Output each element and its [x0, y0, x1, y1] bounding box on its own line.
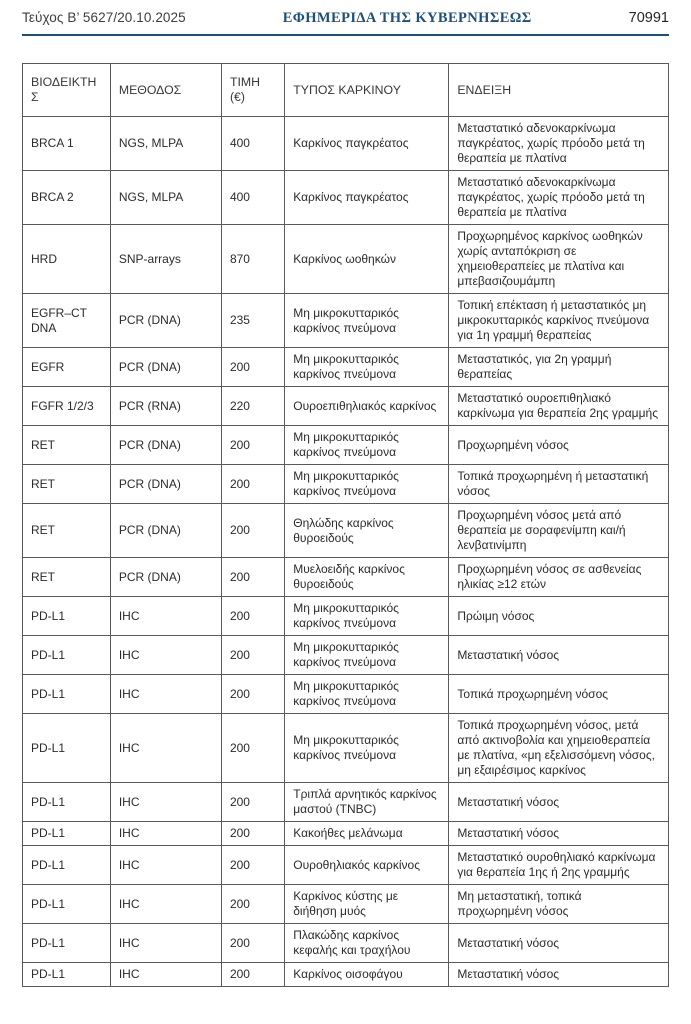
cell-biomarker: PD-L1 [23, 885, 111, 924]
cell-biomarker: RET [23, 465, 111, 504]
cell-cancer-type: Μη μικροκυτταρικός καρκίνος πνεύμονα [285, 465, 449, 504]
cell-price: 200 [221, 558, 284, 597]
cell-biomarker: PD-L1 [23, 963, 111, 987]
cell-biomarker: RET [23, 558, 111, 597]
cell-indication: Μεταστατικό αδενοκαρκίνωμα παγκρέατος, χωρίς πρόοδο μετά τη θεραπεία με πλατίνα [449, 117, 669, 171]
cell-price: 200 [221, 636, 284, 675]
cell-indication: Πρώιμη νόσος [449, 597, 669, 636]
cell-method: NGS, MLPA [110, 117, 221, 171]
cell-price: 870 [221, 225, 284, 294]
cell-method: PCR (DNA) [110, 558, 221, 597]
table-row [23, 465, 669, 504]
cell-cancer-type: Ουροεπιθηλιακός καρκίνος [285, 387, 449, 426]
cell-method: IHC [110, 963, 221, 987]
cell-cancer-type: Καρκίνος οισοφάγου [285, 963, 449, 987]
col-header-method: ΜΕΘΟΔΟΣ [110, 64, 221, 117]
cell-method: IHC [110, 783, 221, 822]
cell-method: PCR (DNA) [110, 465, 221, 504]
cell-biomarker: RET [23, 426, 111, 465]
cell-biomarker: PD-L1 [23, 924, 111, 963]
cell-price: 200 [221, 504, 284, 558]
cell-method: IHC [110, 924, 221, 963]
cell-biomarker: PD-L1 [23, 846, 111, 885]
cell-cancer-type: Μη μικροκυτταρικός καρκίνος πνεύμονα [285, 675, 449, 714]
cell-indication: Προχωρημένη νόσος [449, 426, 669, 465]
cell-cancer-type: Μη μικροκυτταρικός καρκίνος πνεύμονα [285, 348, 449, 387]
cell-cancer-type: Μη μικροκυτταρικός καρκίνος πνεύμονα [285, 597, 449, 636]
table-row [23, 294, 669, 348]
cell-indication: Μη μεταστατική, τοπικά προχωρημένη νόσος [449, 885, 669, 924]
cell-biomarker: PD-L1 [23, 636, 111, 675]
cell-method: PCR (DNA) [110, 504, 221, 558]
cell-indication: Μεταστατική νόσος [449, 924, 669, 963]
cell-method: PCR (DNA) [110, 294, 221, 348]
header-divider [22, 34, 669, 36]
table-row [23, 636, 669, 675]
cell-method: IHC [110, 885, 221, 924]
cell-biomarker: FGFR 1/2/3 [23, 387, 111, 426]
cell-biomarker: BRCA 2 [23, 171, 111, 225]
cell-price: 200 [221, 924, 284, 963]
table-row [23, 348, 669, 387]
cell-indication: Προχωρημένος καρκίνος ωοθηκών χωρίς ανταπόκριση σε χημειοθεραπείες με πλατίνα και μπεβασιζουμάμπη [449, 225, 669, 294]
cell-method: PCR (DNA) [110, 348, 221, 387]
page-header [22, 10, 669, 27]
cell-cancer-type: Μη μικροκυτταρικός καρκίνος πνεύμονα [285, 636, 449, 675]
cell-indication: Μεταστατική νόσος [449, 636, 669, 675]
cell-price: 200 [221, 963, 284, 987]
cell-price: 400 [221, 117, 284, 171]
cell-price: 200 [221, 465, 284, 504]
table-row [23, 597, 669, 636]
cell-cancer-type: Ουροθηλιακός καρκίνος [285, 846, 449, 885]
table-row [23, 822, 669, 846]
cell-price: 200 [221, 822, 284, 846]
cell-indication: Μεταστατικός, για 2η γραμμή θεραπείας [449, 348, 669, 387]
issue-label: Τεύχος Β’ 5627/20.10.2025 [22, 10, 186, 25]
cell-cancer-type: Πλακώδης καρκίνος κεφαλής και τραχήλου [285, 924, 449, 963]
cell-biomarker: PD-L1 [23, 597, 111, 636]
cell-cancer-type: Καρκίνος παγκρέατος [285, 117, 449, 171]
cell-price: 200 [221, 597, 284, 636]
cell-indication: Μεταστατική νόσος [449, 963, 669, 987]
cell-price: 400 [221, 171, 284, 225]
table-row [23, 558, 669, 597]
cell-price: 200 [221, 426, 284, 465]
table-row [23, 846, 669, 885]
cell-method: NGS, MLPA [110, 171, 221, 225]
biomarker-table [22, 63, 669, 987]
cell-price: 220 [221, 387, 284, 426]
cell-price: 200 [221, 714, 284, 783]
cell-price: 200 [221, 846, 284, 885]
col-header-cancer-type: ΤΥΠΟΣ ΚΑΡΚΙΝΟΥ [285, 64, 449, 117]
cell-biomarker: PD-L1 [23, 714, 111, 783]
cell-indication: Τοπικά προχωρημένη νόσος, μετά από ακτινοβολία και χημειοθεραπεία με πλατίνα, «μη εξελισσόμενη νόσος, μη εξαιρέσιμος καρκίνος [449, 714, 669, 783]
table-row [23, 783, 669, 822]
cell-biomarker: HRD [23, 225, 111, 294]
cell-method: SNP-arrays [110, 225, 221, 294]
table-row [23, 963, 669, 987]
table-row [23, 387, 669, 426]
cell-cancer-type: Τριπλά αρνητικός καρκίνος μαστού (TNBC) [285, 783, 449, 822]
cell-method: PCR (DNA) [110, 426, 221, 465]
cell-cancer-type: Καρκίνος κύστης με διήθηση μυός [285, 885, 449, 924]
table-row [23, 117, 669, 171]
table-row [23, 426, 669, 465]
cell-price: 200 [221, 783, 284, 822]
cell-cancer-type: Μη μικροκυτταρικός καρκίνος πνεύμονα [285, 714, 449, 783]
cell-indication: Τοπικά προχωρημένη νόσος [449, 675, 669, 714]
cell-biomarker: RET [23, 504, 111, 558]
cell-biomarker: PD-L1 [23, 822, 111, 846]
cell-method: PCR (RNA) [110, 387, 221, 426]
table-row [23, 225, 669, 294]
cell-biomarker: PD-L1 [23, 783, 111, 822]
cell-price: 200 [221, 348, 284, 387]
cell-indication: Τοπική επέκταση ή μεταστατικός μη μικροκυτταρικός καρκίνος πνεύμονα για 1η γραμμή θεραπείας [449, 294, 669, 348]
cell-price: 200 [221, 885, 284, 924]
cell-biomarker: EGFR–CT DNA [23, 294, 111, 348]
cell-indication: Μεταστατικό ουροεπιθηλιακό καρκίνωμα για θεραπεία 2ης γραμμής [449, 387, 669, 426]
cell-method: IHC [110, 822, 221, 846]
cell-indication: Μεταστατικό αδενοκαρκίνωμα παγκρέατος, χωρίς πρόοδο μετά τη θεραπεία με πλατίνα [449, 171, 669, 225]
table-row [23, 885, 669, 924]
cell-method: IHC [110, 675, 221, 714]
gazette-title: ΕΦΗΜΕΡΙΔΑ ΤΗΣ ΚΥΒΕΡΝΗΣΕΩΣ [282, 10, 532, 26]
cell-indication: Προχωρημένη νόσος μετά από θεραπεία με σοραφενίμπη και/ή λενβατινίμπη [449, 504, 669, 558]
cell-biomarker: EGFR [23, 348, 111, 387]
col-header-biomarker: ΒΙΟΔΕΙΚΤΗΣ [23, 64, 111, 117]
col-header-indication: ΕΝΔΕΙΞΗ [449, 64, 669, 117]
table-row [23, 924, 669, 963]
table-header-row [23, 64, 669, 117]
cell-cancer-type: Μη μικροκυτταρικός καρκίνος πνεύμονα [285, 294, 449, 348]
table-row [23, 171, 669, 225]
col-header-price: ΤΙΜΗ (€) [221, 64, 284, 117]
cell-method: IHC [110, 636, 221, 675]
cell-cancer-type: Κακοήθες μελάνωμα [285, 822, 449, 846]
cell-price: 235 [221, 294, 284, 348]
table-row [23, 714, 669, 783]
cell-cancer-type: Καρκίνος παγκρέατος [285, 171, 449, 225]
cell-biomarker: BRCA 1 [23, 117, 111, 171]
cell-cancer-type: Μη μικροκυτταρικός καρκίνος πνεύμονα [285, 426, 449, 465]
cell-cancer-type: Μυελοειδής καρκίνος θυροειδούς [285, 558, 449, 597]
cell-indication: Μεταστατική νόσος [449, 822, 669, 846]
cell-method: IHC [110, 597, 221, 636]
cell-indication: Μεταστατική νόσος [449, 783, 669, 822]
cell-method: IHC [110, 846, 221, 885]
cell-price: 200 [221, 675, 284, 714]
cell-method: IHC [110, 714, 221, 783]
cell-biomarker: PD-L1 [23, 675, 111, 714]
cell-indication: Μεταστατικό ουροθηλιακό καρκίνωμα για θεραπεία 1ης ή 2ης γραμμής [449, 846, 669, 885]
cell-indication: Προχωρημένη νόσος σε ασθενείας ηλικίας ≥12 ετών [449, 558, 669, 597]
cell-cancer-type: Θηλώδης καρκίνος θυροειδούς [285, 504, 449, 558]
cell-cancer-type: Καρκίνος ωοθηκών [285, 225, 449, 294]
cell-indication: Τοπικά προχωρημένη ή μεταστατική νόσος [449, 465, 669, 504]
table-row [23, 504, 669, 558]
table-row [23, 675, 669, 714]
page-number: 70991 [628, 10, 669, 26]
